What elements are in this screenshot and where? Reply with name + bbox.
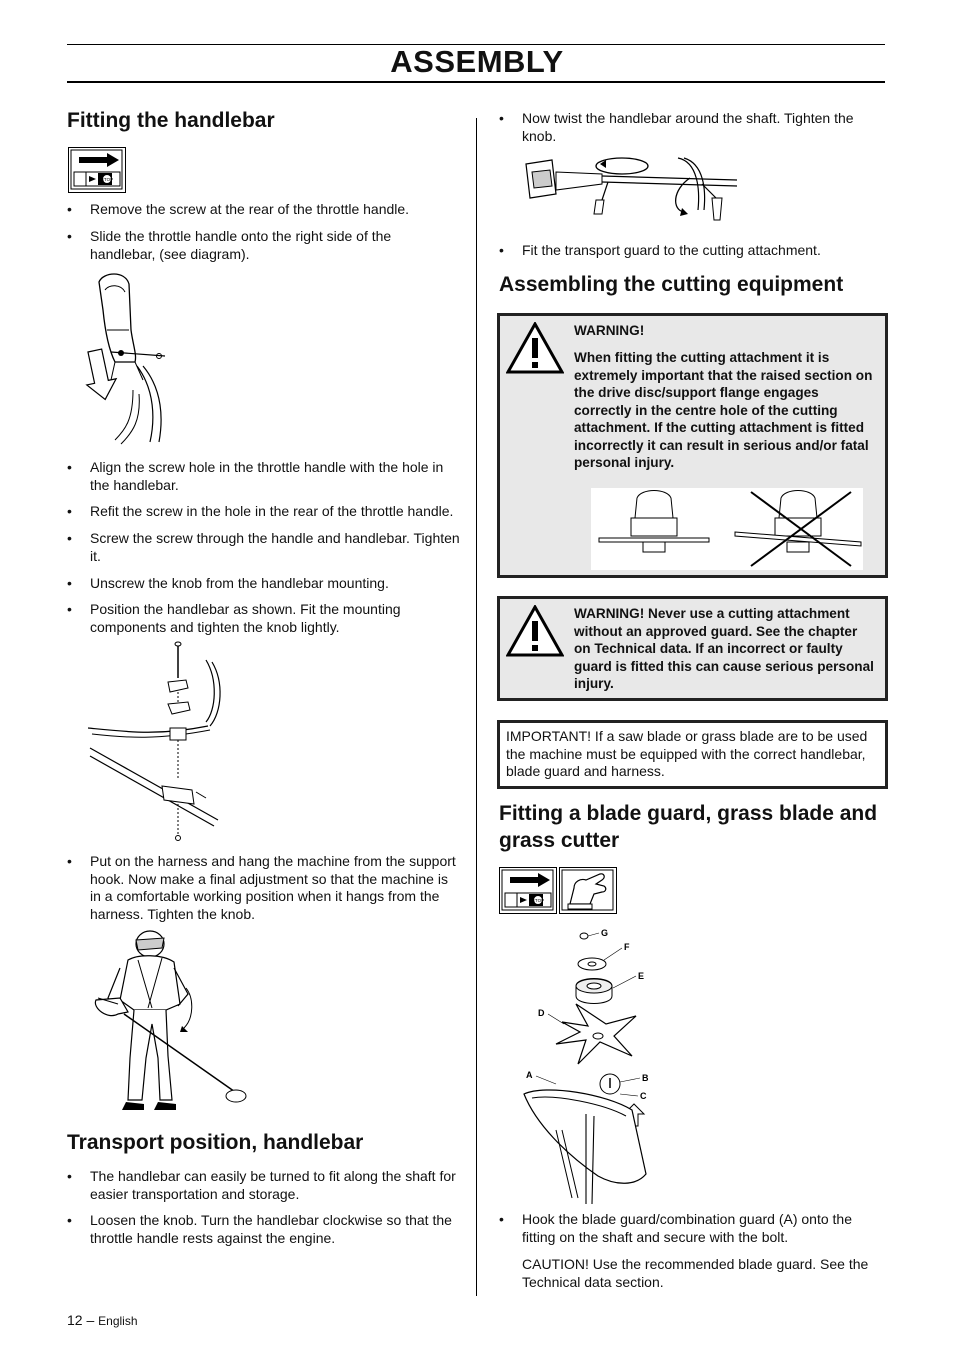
stop-engine-icon [68, 147, 126, 193]
label-a: A [526, 1070, 533, 1080]
protective-gloves-icon [559, 867, 617, 914]
heading-fitting-handlebar: Fitting the handlebar [67, 109, 275, 132]
list-item-text: Now twist the handlebar around the shaft. Tighten the knob. [522, 110, 854, 144]
heading-fitting-blade-guard: Fitting a blade guard, grass blade and grass cutter [499, 802, 878, 852]
label-c: C [640, 1091, 647, 1101]
warning-body: When fitting the cutting attachment it is extremely important that the raised section on the drive disc/support flange engages correctly in the centre hole of the cutting attachment. If the cutting attachment is fitted incorrectly it can result in serious and/or fatal personal injury. [574, 350, 873, 470]
page-number: 12 – [67, 1312, 95, 1328]
operator-harness-illustration [88, 928, 253, 1116]
correct-incorrect-fitting-illustration [591, 488, 863, 570]
throttle-handle-illustration [85, 270, 175, 450]
list-item: • Fit the transport guard to the cutting attachment. [499, 242, 879, 260]
list-item: • Align the screw hole in the throttle handle with the hole in the handlebar. [67, 459, 462, 494]
page-title: ASSEMBLY [390, 44, 564, 79]
list-item-text: Position the handlebar as shown. Fit the mounting components and tighten the knob lightly. [90, 601, 401, 635]
list-item-text: Fit the transport guard to the cutting attachment. [522, 242, 821, 258]
list-item: • Refit the screw in the hole in the rear of the throttle handle. [67, 503, 462, 521]
list-item: • Loosen the knob. Turn the handlebar clockwise so that the throttle handle rests against the engine. [67, 1212, 462, 1247]
stop-icon-label: STOP [100, 177, 114, 182]
page-footer [67, 1312, 138, 1328]
twist-handlebar-illustration [522, 150, 742, 235]
heading-assembling-cutting-equipment: Assembling the cutting equipment [499, 273, 844, 296]
list-item-text: Put on the harness and hang the machine from the support hook. Now make a final adjustment so that the machine is in a comfortable working position when it hangs from the harness. Tighten the knob. [90, 853, 456, 922]
list-item-text: Loosen the knob. Turn the handlebar clockwise so that the throttle handle rests against the engine. [90, 1212, 452, 1246]
list-item-text: Align the screw hole in the throttle handle with the hole in the handlebar. [90, 459, 444, 493]
warning-box-cutting-attachment [497, 313, 888, 578]
list-item-text: Refit the screw in the hole in the rear of the throttle handle. [90, 503, 454, 519]
list-item-text: Slide the throttle handle onto the right side of the handlebar, (see diagram). [90, 228, 392, 262]
list-item: • The handlebar can easily be turned to fit along the shaft for easier transportation and storage. [67, 1168, 456, 1202]
list-item-text: The handlebar can easily be turned to fit along the shaft for easier transportation and storage. [90, 1168, 456, 1202]
warning-title: WARNING! [574, 323, 645, 338]
column-separator [476, 118, 477, 1296]
footer-language: English [98, 1314, 138, 1328]
caution-text [499, 1256, 884, 1291]
list-item-text: Hook the blade guard/combination guard (A) onto the fitting on the shaft and secure with the bolt. [522, 1211, 852, 1245]
handlebar-mounting-illustration [88, 640, 228, 845]
list-item: • Remove the screw at the rear of the throttle handle. [67, 201, 457, 219]
list-item: • Slide the throttle handle onto the right side of the handlebar, (see diagram). [67, 228, 457, 263]
label-e: E [638, 971, 645, 981]
list-item: • Screw the screw through the handle and handlebar. Tighten it. [67, 530, 462, 565]
warning-body: WARNING! Never use a cutting attachment without an approved guard. See the chapter on Technical data. If an incorrect or faulty guard is fitted this can cause serious personal injury. [574, 606, 874, 691]
important-text: IMPORTANT! If a saw blade or grass blade are to be used the machine must be equipped with the correct handlebar, blade guard and harness. [506, 728, 868, 779]
caution-text-body: CAUTION! Use the recommended blade guard. See the Technical data section. [522, 1256, 869, 1290]
list-item-text: Screw the screw through the handle and handlebar. Tighten it. [90, 530, 460, 564]
label-b: B [642, 1073, 649, 1083]
header-rule-bottom [67, 81, 885, 83]
heading-transport-position: Transport position, handlebar [67, 1131, 364, 1154]
list-item: • Put on the harness and hang the machine from the support hook. Now make a final adjustment so that the machine is in a comfortable working position when it hangs from the harness. Tighten the knob. [67, 853, 456, 922]
label-g: G [601, 928, 609, 938]
list-item-text: Unscrew the knob from the handlebar mounting. [90, 575, 389, 591]
label-d: D [538, 1008, 545, 1018]
warning-triangle-icon [506, 322, 564, 374]
list-item: • Unscrew the knob from the handlebar mounting. [67, 575, 462, 593]
stop-icon-label: STOP [531, 898, 545, 903]
list-item: • Now twist the handlebar around the shaft. Tighten the knob. [499, 110, 879, 145]
blade-guard-exploded-diagram [516, 924, 676, 1209]
label-f: F [624, 942, 630, 952]
list-item: • Hook the blade guard/combination guard (A) onto the fitting on the shaft and secure with the bolt. [499, 1211, 884, 1246]
list-item-text: Remove the screw at the rear of the throttle handle. [90, 201, 410, 217]
important-notice [497, 720, 888, 789]
list-item: • Position the handlebar as shown. Fit the mounting components and tighten the knob lightly. [67, 601, 462, 636]
warning-triangle-icon [506, 605, 564, 657]
stop-engine-icon [499, 867, 557, 914]
warning-box-guard [497, 596, 888, 701]
